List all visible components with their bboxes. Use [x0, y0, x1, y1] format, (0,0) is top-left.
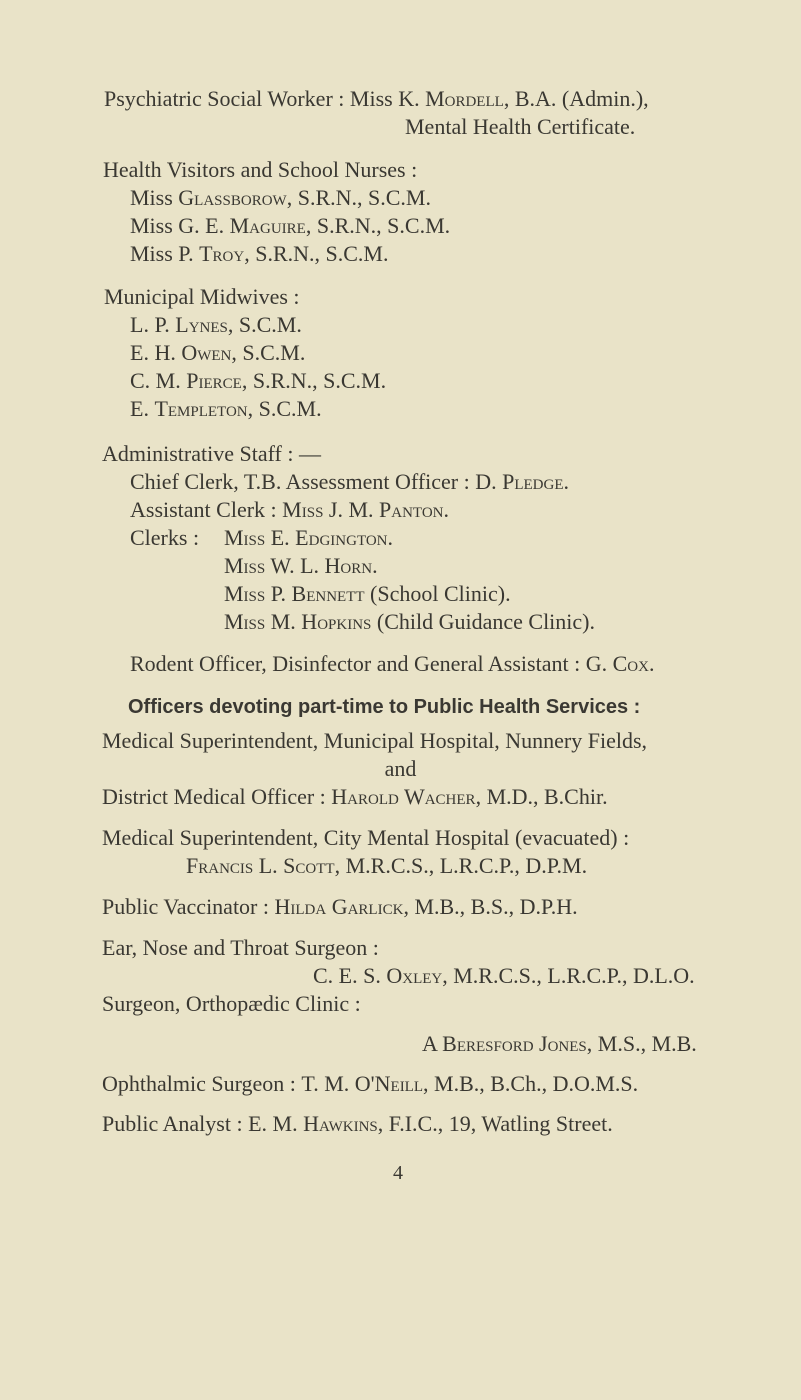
- ms-municipal-line: Medical Superintendent, Municipal Hospital, Nunnery Fields,: [102, 728, 648, 753]
- part-time-heading: Officers devoting part-time to Public Health Services :: [128, 696, 641, 718]
- vaccinator-line: Public Vaccinator : Hilda Garlick, M.B., B.S., D.P.H.: [102, 894, 578, 919]
- psw-name: Mordell: [425, 86, 504, 111]
- health-visitor-item: Miss G. E. Maguire, S.R.N., S.C.M.: [130, 213, 451, 238]
- admin-clerks-label: Clerks :: [130, 525, 200, 550]
- admin-clerk-item: Miss M. Hopkins (Child Guidance Clinic).: [224, 609, 595, 634]
- and-line: and: [384, 756, 417, 781]
- health-visitor-item: Miss P. Troy, S.R.N., S.C.M.: [130, 241, 389, 266]
- midwives-heading: Municipal Midwives :: [104, 284, 300, 309]
- midwife-item: E. H. Owen, S.C.M.: [130, 340, 306, 365]
- ortho-name-line: A Beresford Jones, M.S., M.B.: [422, 1031, 697, 1056]
- ophthalmic-line: Ophthalmic Surgeon : T. M. O'Neill, M.B., B.Ch., D.O.M.S.: [102, 1071, 639, 1096]
- psw-title: Miss K.: [349, 86, 420, 111]
- psw-line: [104, 85, 649, 113]
- admin-rodent-officer: Rodent Officer, Disinfector and General Assistant : G. Cox.: [130, 651, 655, 676]
- admin-clerk-item: Miss W. L. Horn.: [224, 553, 378, 578]
- ent-name-line: C. E. S. Oxley, M.R.C.S., L.R.C.P., D.L.O.: [313, 963, 695, 988]
- page-number: 4: [393, 1162, 403, 1184]
- psw-cert: Mental Health Certificate.: [405, 114, 636, 139]
- midwife-item: L. P. Lynes, S.C.M.: [130, 312, 302, 337]
- ms-mental-line: Medical Superintendent, City Mental Hospital (evacuated) :: [102, 825, 630, 850]
- ortho-label-line: Surgeon, Orthopædic Clinic :: [102, 991, 361, 1016]
- admin-assistant-clerk: Assistant Clerk : Miss J. M. Panton.: [130, 497, 449, 522]
- admin-clerk-item: Miss E. Edgington.: [224, 525, 393, 550]
- midwife-item: E. Templeton, S.C.M.: [130, 396, 322, 421]
- health-visitors-heading: Health Visitors and School Nurses :: [103, 157, 418, 182]
- dmo-line: District Medical Officer : Harold Wacher, M.D., B.Chir.: [102, 784, 608, 809]
- ent-label-line: Ear, Nose and Throat Surgeon :: [102, 935, 379, 960]
- admin-chief-clerk: Chief Clerk, T.B. Assessment Officer : D. Pledge.: [130, 469, 570, 494]
- midwife-item: C. M. Pierce, S.R.N., S.C.M.: [130, 368, 387, 393]
- admin-heading: Administrative Staff : —: [102, 441, 321, 466]
- psw-quals: , B.A. (Admin.),: [503, 86, 649, 111]
- psw-label: Psychiatric Social Worker :: [104, 86, 345, 111]
- admin-clerk-item: Miss P. Bennett (School Clinic).: [224, 581, 511, 606]
- health-visitor-item: Miss Glassborow, S.R.N., S.C.M.: [130, 185, 431, 210]
- analyst-line: Public Analyst : E. M. Hawkins, F.I.C., 19, Watling Street.: [102, 1111, 613, 1136]
- ms-mental-name-line: Francis L. Scott, M.R.C.S., L.R.C.P., D.P.M.: [186, 853, 588, 878]
